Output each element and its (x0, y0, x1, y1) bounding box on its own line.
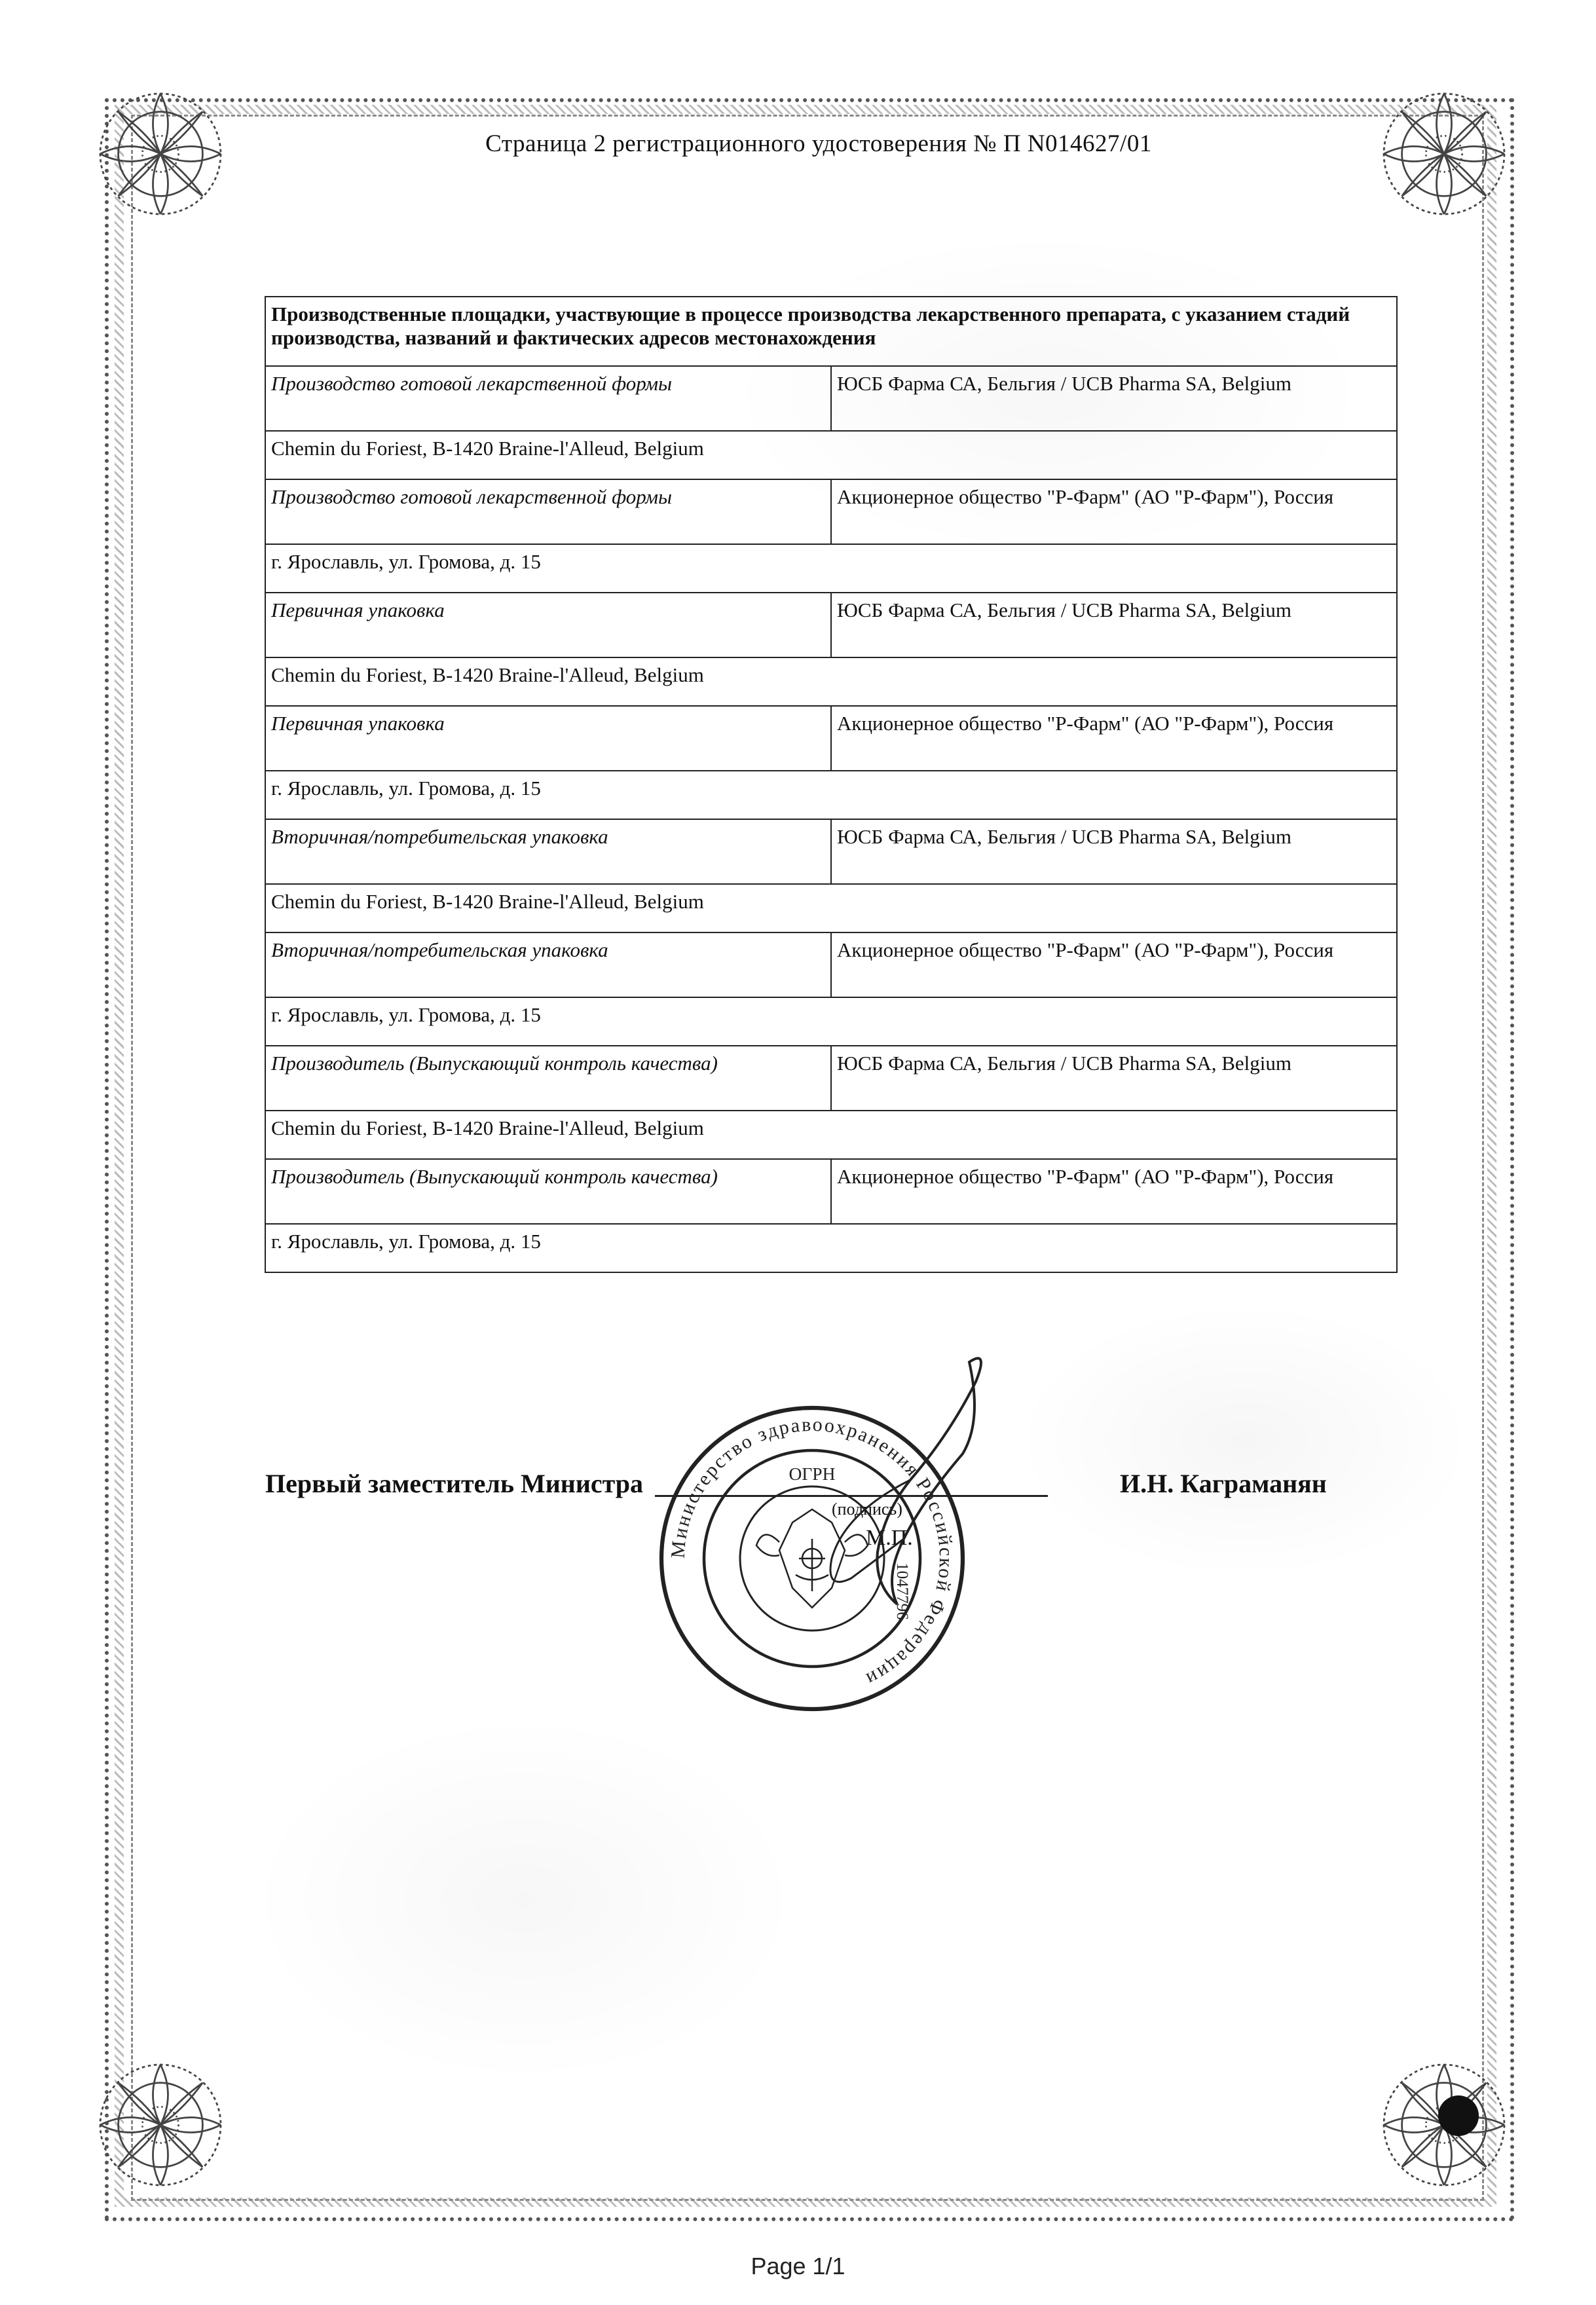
table-row (265, 366, 1397, 431)
ink-blot (1438, 2095, 1479, 2136)
corner-rosette-top-right-icon (1369, 79, 1519, 229)
signatory-role: Первый заместитель Министра (265, 1469, 644, 1498)
handwritten-signature (753, 1342, 1002, 1624)
site-address-cell: Chemin du Foriest, B-1420 Braine-l'Alleud, Belgium (265, 431, 1397, 479)
table-row (265, 771, 1397, 819)
stamp-podpis-label: (подпись) (832, 1500, 902, 1519)
signatory-name: И.Н. Каграманян (1120, 1469, 1327, 1498)
table-row (265, 997, 1397, 1046)
site-address-cell: г. Ярославль, ул. Громова, д. 15 (265, 544, 1397, 593)
production-stage-cell: Первичная упаковка (265, 706, 831, 771)
table-row (265, 544, 1397, 593)
stamp-mp-label: М.П. (866, 1526, 913, 1550)
production-stage-cell: Производитель (Выпускающий контроль качества) (265, 1159, 831, 1224)
corner-rosette-top-left-icon (85, 79, 236, 229)
company-cell: ЮСБ Фарма СА, Бельгия / UCB Pharma SA, Belgium (831, 593, 1397, 657)
company-cell: Акционерное общество "Р-Фарм" (АО "Р-Фарм"), Россия (831, 706, 1397, 771)
site-address-cell: Chemin du Foriest, B-1420 Braine-l'Alleud, Belgium (265, 1111, 1397, 1159)
table-row (265, 1224, 1397, 1272)
site-address-cell: Chemin du Foriest, B-1420 Braine-l'Alleud, Belgium (265, 657, 1397, 706)
production-stage-cell: Вторичная/потребительская упаковка (265, 932, 831, 997)
company-cell: Акционерное общество "Р-Фарм" (АО "Р-Фарм"), Россия (831, 932, 1397, 997)
table-row (265, 1111, 1397, 1159)
company-cell: ЮСБ Фарма СА, Бельгия / UCB Pharma SA, Belgium (831, 1046, 1397, 1111)
table-row (265, 593, 1397, 657)
table-row (265, 1159, 1397, 1224)
company-cell: ЮСБ Фарма СА, Бельгия / UCB Pharma SA, Belgium (831, 819, 1397, 884)
site-address-cell: г. Ярославль, ул. Громова, д. 15 (265, 997, 1397, 1046)
production-stage-cell: Вторичная/потребительская упаковка (265, 819, 831, 884)
production-stage-cell: Производство готовой лекарственной формы (265, 479, 831, 544)
table-row (265, 657, 1397, 706)
production-stage-cell: Первичная упаковка (265, 593, 831, 657)
manufacturing-sites-table (265, 296, 1398, 1273)
company-cell: Акционерное общество "Р-Фарм" (АО "Р-Фарм"), Россия (831, 479, 1397, 544)
page-footer: Page 1/1 (751, 2253, 845, 2279)
table-row (265, 819, 1397, 884)
site-address-cell: Chemin du Foriest, B-1420 Braine-l'Alleud, Belgium (265, 884, 1397, 932)
company-cell: Акционерное общество "Р-Фарм" (АО "Р-Фарм"), Россия (831, 1159, 1397, 1224)
table-row (265, 479, 1397, 544)
table-row (265, 706, 1397, 771)
table-heading-row (265, 297, 1397, 366)
site-address-cell: г. Ярославль, ул. Громова, д. 15 (265, 1224, 1397, 1272)
table-row (265, 1046, 1397, 1111)
table-row (265, 932, 1397, 997)
site-address-cell: г. Ярославль, ул. Громова, д. 15 (265, 771, 1397, 819)
corner-rosette-bottom-left-icon (85, 2050, 236, 2200)
page-header: Страница 2 регистрационного удостоверения № П N014627/01 (485, 130, 1152, 157)
table-row (265, 431, 1397, 479)
svg-text:ОГРН: ОГРН (789, 1464, 836, 1484)
production-stage-cell: Производитель (Выпускающий контроль качества) (265, 1046, 831, 1111)
production-stage-cell: Производство готовой лекарственной формы (265, 366, 831, 431)
table-row (265, 884, 1397, 932)
table-heading: Производственные площадки, участвующие в процессе производства лекарственного препарата, с указанием стадий производства, названий и фактических адресов местонахождения (265, 297, 1397, 366)
svg-text:Министерство здравоохранения Р: Министерство здравоохранения Российской Федерации (667, 1413, 957, 1691)
svg-text:1047796: 1047796 (893, 1562, 911, 1620)
company-cell: ЮСБ Фарма СА, Бельгия / UCB Pharma SA, Belgium (831, 366, 1397, 431)
